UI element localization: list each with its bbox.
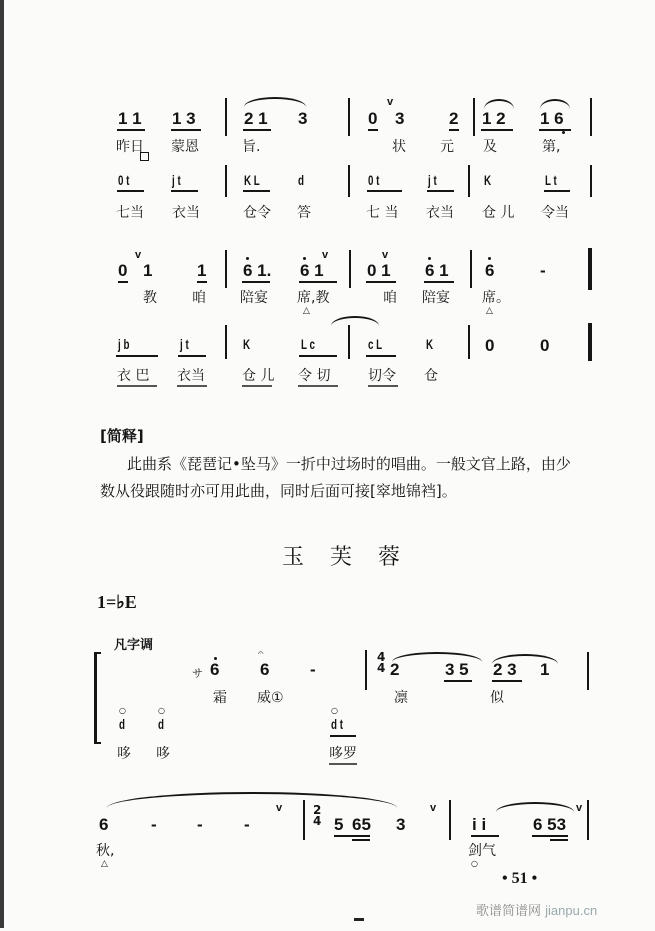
percussion-syllable: 哆罗 [329, 746, 357, 762]
note: 2 [449, 109, 459, 128]
percussion-syllable: 仓令 [243, 205, 271, 221]
barline [590, 98, 592, 136]
low-octave-dot [562, 131, 565, 134]
lyric: 霜 [213, 690, 227, 706]
note-group: i i [472, 815, 487, 834]
barline [473, 98, 475, 136]
time-signature: 4 4 [377, 650, 386, 675]
page-edge [0, 0, 4, 928]
percussion-syllable: 哆 [156, 746, 170, 762]
lyric: 席。 [482, 290, 510, 306]
barline [225, 98, 227, 136]
barline [365, 650, 367, 690]
note-group: 2 3 [493, 660, 517, 679]
percussion-group: j t [428, 172, 437, 188]
high-octave-dot [428, 257, 431, 260]
percussion-syllable: 七当 [116, 205, 144, 221]
percussion-syllable: 切令 [368, 368, 396, 384]
note: 3 [396, 815, 406, 834]
underline [330, 735, 356, 737]
underline [177, 385, 207, 387]
note-group: 3 5 [445, 660, 469, 679]
note: 1 [143, 261, 153, 280]
accent-triangle: △ [486, 306, 493, 316]
lyric: 席,教 [297, 290, 330, 306]
notes-heading: [简释] [100, 427, 144, 445]
circle-mark: ○ [158, 706, 165, 715]
barline [468, 325, 470, 359]
lyric: 教 [143, 290, 157, 306]
watermark-latin: jianpu.cn [545, 903, 598, 918]
slur [484, 99, 514, 109]
note: 6 [210, 660, 220, 679]
lyric: 咱 [192, 290, 206, 306]
breath-mark: v [322, 249, 329, 261]
barline [449, 800, 451, 840]
percussion-syllable: 衣当 [177, 368, 205, 384]
underline [471, 835, 499, 837]
lyric: 元 [440, 139, 454, 155]
fermata: 𝄐 [258, 648, 264, 659]
barline [590, 165, 592, 197]
underline [242, 281, 270, 283]
underline [334, 835, 370, 837]
lyric: 旨. [242, 139, 261, 155]
rest: 0 [485, 336, 495, 355]
lyric: 及 [483, 139, 497, 155]
high-octave-dot [488, 257, 491, 260]
final-barline [588, 323, 592, 361]
percussion-group: j t [172, 172, 181, 188]
note: 0 [118, 261, 128, 280]
underline [449, 129, 459, 131]
barline [303, 800, 305, 840]
mode-label: 凡字调 [114, 638, 154, 653]
underline [444, 680, 472, 682]
percussion: K [243, 336, 251, 352]
percussion-group: L t [545, 172, 557, 188]
underline [171, 129, 201, 131]
underline [116, 355, 158, 357]
percussion-syllable: 答 [297, 205, 311, 221]
note-group: 1 6 [540, 109, 564, 128]
barline [348, 325, 350, 359]
song-title: 玉芙蓉 [282, 545, 427, 570]
slur [244, 97, 306, 107]
note-group: 6 1. [243, 261, 272, 280]
slur [331, 316, 379, 326]
final-barline [588, 248, 592, 290]
note-group: 1 2 [482, 109, 506, 128]
note: 3 [298, 109, 308, 128]
underline [178, 355, 206, 357]
lyric: 凛 [394, 690, 408, 706]
barline [587, 652, 589, 690]
underline [366, 281, 396, 283]
high-octave-dot [246, 257, 249, 260]
underline [550, 839, 568, 841]
percussion-syllable: 衣当 [426, 205, 454, 221]
percussion-syllable: 衣 巴 [117, 368, 150, 384]
free-meter-mark: サ [192, 667, 203, 680]
note: 0 [368, 109, 378, 128]
underline [118, 281, 128, 283]
barline [349, 250, 351, 288]
underline [299, 281, 337, 283]
dash: - [540, 261, 546, 280]
underline [367, 190, 402, 192]
circle-mark: ○ [331, 706, 338, 715]
note: 1 [540, 660, 550, 679]
underline [171, 190, 198, 192]
underline [242, 385, 272, 387]
key-signature: 1=♭E [97, 592, 137, 612]
underline [544, 190, 570, 192]
percussion-group: 0 t [368, 172, 380, 188]
slur [540, 99, 570, 109]
time-signature: 2 4 [313, 803, 322, 828]
lyric: 昨日 [116, 139, 144, 155]
lyric: 陪宴 [240, 290, 268, 306]
circle-mark: ○ [471, 859, 478, 868]
percussion-syllable: 仓 儿 [242, 368, 275, 384]
note: 3 [395, 109, 405, 128]
high-octave-dot [303, 257, 306, 260]
lyric: 似 [490, 690, 504, 706]
high-octave-dot [214, 657, 217, 660]
underline [117, 129, 145, 131]
breath-mark: v [276, 802, 283, 814]
underline [492, 680, 522, 682]
note: 6 [99, 815, 109, 834]
underline [366, 355, 396, 357]
percussion-syllable: 七 当 [366, 205, 399, 221]
note: 1 [197, 261, 207, 280]
underline [352, 839, 370, 841]
percussion-syllable: 衣当 [172, 205, 200, 221]
percussion-syllable: 仓 [424, 368, 438, 384]
note-group: 2 1 [244, 109, 268, 128]
underline [299, 355, 337, 357]
slur [107, 792, 397, 808]
percussion-syllable: 令当 [541, 205, 569, 221]
underline [298, 385, 338, 387]
percussion: K [484, 172, 492, 188]
barline [587, 800, 589, 840]
square-mark [140, 152, 149, 161]
barline [470, 250, 472, 288]
underline [243, 190, 270, 192]
note-group: 1 3 [172, 109, 196, 128]
lyric: 秋, [96, 843, 115, 859]
barline [348, 98, 350, 136]
barline [225, 325, 227, 359]
percussion-group: c L [368, 336, 383, 352]
note-group: 65 [352, 815, 371, 834]
percussion-group: j b [118, 336, 130, 352]
note: 6 [260, 660, 270, 679]
system-bracket [94, 652, 101, 744]
percussion: d [298, 172, 304, 188]
percussion-group: 0 t [118, 172, 130, 188]
breath-mark: v [387, 96, 394, 108]
dash: - [244, 815, 250, 834]
percussion-group: L c [301, 336, 315, 352]
lyric: 威① [257, 690, 284, 706]
notes-line: 此曲系《琵琶记•坠马》一折中过场时的唱曲。一般文官上路，由少 [127, 455, 571, 473]
underline [117, 190, 144, 192]
percussion-group: j t [180, 336, 189, 352]
breath-mark: v [576, 802, 583, 814]
lyric: 第, [542, 139, 561, 155]
barline [468, 165, 470, 197]
note-group: 1 1 [118, 109, 142, 128]
underline [329, 763, 357, 765]
percussion-syllable: 令 切 [298, 368, 331, 384]
breath-mark: v [135, 249, 142, 261]
barline [225, 250, 227, 288]
watermark [476, 900, 597, 919]
lyric: 剑气 [468, 843, 496, 859]
note: 5 [334, 815, 344, 834]
dash: - [310, 660, 316, 679]
breath-mark: v [382, 249, 389, 261]
underline [197, 281, 207, 283]
page-artifact [354, 918, 364, 931]
breath-mark: v [430, 802, 437, 814]
underline [368, 129, 378, 131]
percussion: d [119, 716, 125, 732]
lyric: 蒙恩 [171, 139, 199, 155]
accent-triangle: △ [101, 859, 108, 869]
percussion-group: K L [244, 172, 260, 188]
note-group: 6 53 [533, 815, 567, 834]
underline [532, 835, 568, 837]
notes-line: 数从役跟随时亦可用此曲，同时后面可接[窣地锦裆]。 [100, 482, 457, 500]
underline [427, 190, 454, 192]
page-number: • 51 • [502, 870, 538, 887]
underline [539, 129, 571, 131]
percussion: K [426, 336, 434, 352]
percussion-syllable: 哆 [117, 746, 131, 762]
slur [496, 802, 574, 812]
underline [117, 385, 157, 387]
underline [243, 129, 271, 131]
note-group: 6 1 [300, 261, 324, 280]
lyric: 陪宴 [422, 290, 450, 306]
lyric: 状 [392, 139, 406, 155]
note-group: 6 1 [425, 261, 449, 280]
underline [368, 385, 398, 387]
watermark-cn: 歌谱简谱网 [476, 904, 542, 919]
rest: 0 [540, 336, 550, 355]
note: 2 [390, 660, 400, 679]
percussion-syllable: 仓 儿 [482, 205, 515, 221]
note-group: 0 1 [367, 261, 391, 280]
underline [424, 281, 454, 283]
percussion-group: d t [331, 716, 343, 732]
lyric: 咱 [383, 290, 397, 306]
circle-mark: ○ [119, 706, 126, 715]
note: 6 [485, 261, 495, 280]
dash: - [151, 815, 157, 834]
accent-triangle: △ [303, 306, 310, 316]
barline [225, 165, 227, 197]
underline [481, 129, 513, 131]
barline [348, 165, 350, 197]
percussion: d [158, 716, 164, 732]
dash: - [197, 815, 203, 834]
